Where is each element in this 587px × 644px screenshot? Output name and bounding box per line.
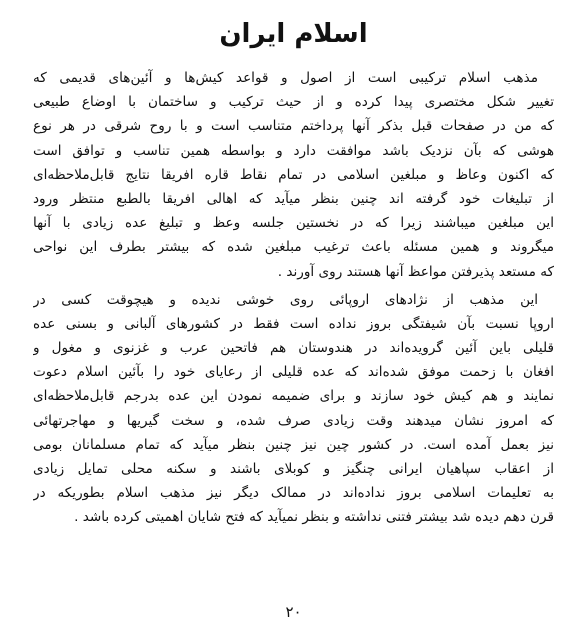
- page-number: ۲۰: [285, 603, 302, 621]
- text-line: اروپا نسبت بآن شیفتگی بروز نداده است فقط در کشورهای آلبانی و بسنی عده: [33, 315, 554, 332]
- text-line: از اعقاب سپاهیان ایرانی چنگیز و کوبلای باشند و سکنه محلی تمایل زیادی: [33, 461, 554, 477]
- text-line: که مستعد پذیرفتن مواعظ آنها هستند روی آورند .: [277, 263, 554, 280]
- text-line: میگروند و همین مسئله باعث ترغیب مبلغین شده که بیشتر بطرف این نواحی: [33, 239, 554, 256]
- text-line: که من در صفحات قبل بذکر آنها پرداختم متناسب است و با روح شرقی در هر نوع: [33, 118, 554, 135]
- text-line: که اکنون وعاظ و مبلغین اسلامی در تمام نقاط قاره افریقا نتایج قابل‌ملاحظه‌ای: [33, 166, 554, 183]
- text-line: این مبلغین میباشند زیرا که در نخستین جلسه وعظ و تبلیغ عده زیادی با آنها: [33, 215, 554, 232]
- text-line: نمایند و هم کیش خود سازند و برای ضمیمه نمودن این عده بدرجم قابل‌ملاحظه‌ای: [33, 388, 554, 405]
- text-line: که امروز نشان میدهند وقت زیادی صرف شده، و سخت گیریها و مهاجرتهائی: [33, 412, 554, 429]
- body-text: [33, 66, 554, 530]
- text-line: قرن دهم دیده شد بیشتر فتنی نداشته و بنظر نمیآید که فتح شایان اهمیتی کرده باشد .: [74, 509, 554, 526]
- text-line: تغییر شکل مختصری پیدا کرده و از حیث ترکیب و ساختمان با اوضاع طبیعی: [33, 94, 554, 111]
- text-line: از تبلیغات خود گرفته اند چنین بنظر میآید که اهالی افریقا بالطبع منتظر ورود: [33, 190, 554, 207]
- text-line: قلیلی باین آئین گرویده‌اند در هندوستان هم فاتحین عرب و غزنوی و مغول و: [33, 340, 554, 357]
- paragraph-2: [33, 288, 554, 530]
- paragraph-1: [33, 66, 554, 284]
- text-line: نیز بعمل آمده است. در کشور چین نیز چنین بنظر میآید که تمام مسلمانان بومی: [33, 436, 554, 453]
- text-line: هوشی که بآن نزدیک باشد موافقت دارد و بواسطه همین تناسب و توافق است: [33, 142, 554, 159]
- text-line: افغان با زحمت موفق شده‌اند که عده قلیلی از رعایای خود را بآئین اسلام دعوت: [33, 364, 554, 381]
- chapter-title: اسلام ایران: [219, 19, 368, 49]
- text-line: مذهب اسلام ترکیبی است از اصول و قواعد کیش‌ها و آئین‌های قدیمی که: [33, 70, 538, 86]
- text-line: به تعلیمات اسلامی بروز نداده‌اند در ممالک دیگر نیز مذهب اسلام بطوریکه در: [33, 485, 554, 502]
- text-line: این مذهب از نژادهای اروپائی روی خوشی ندیده و هیچوقت کسی در: [33, 291, 538, 308]
